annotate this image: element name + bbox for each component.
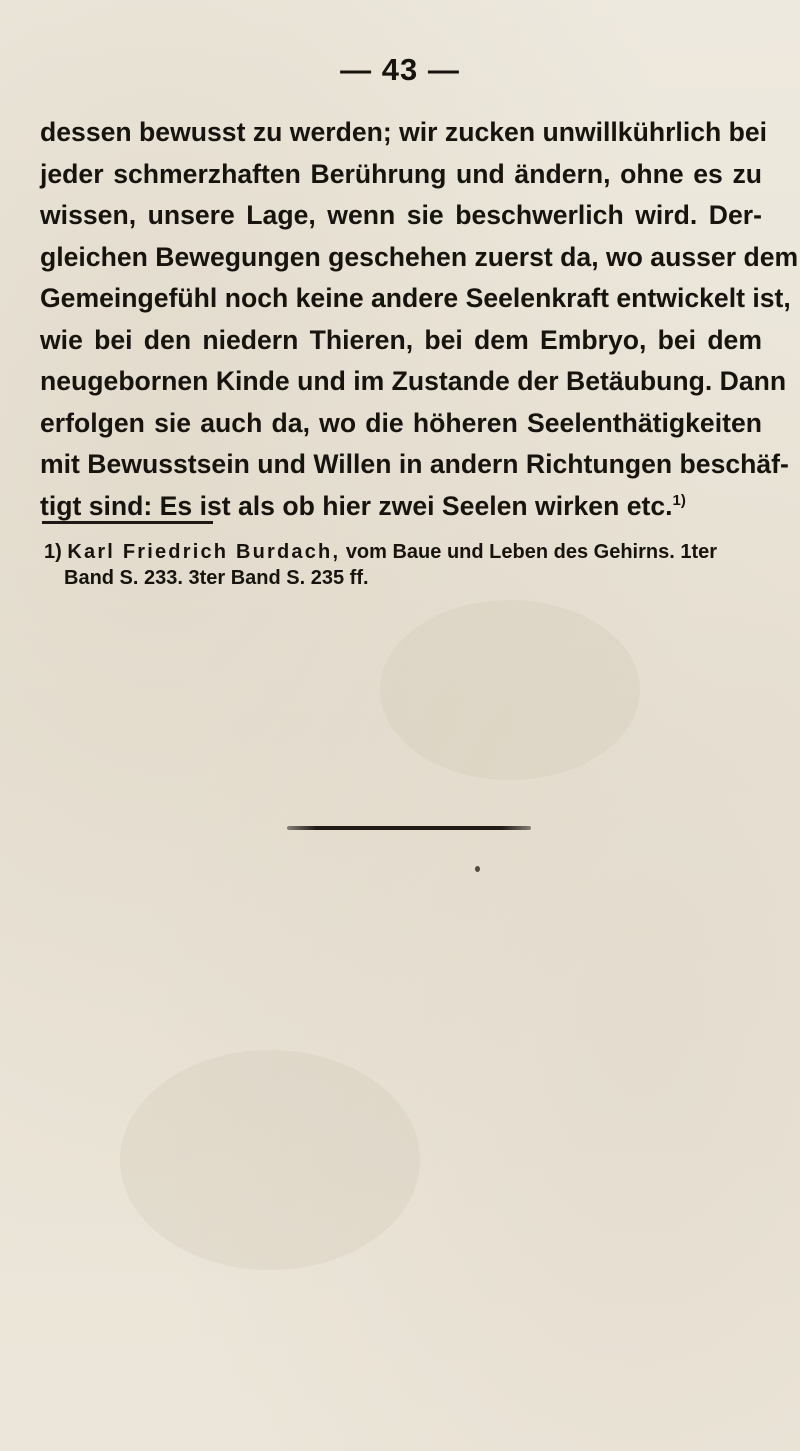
ornamental-rule: [287, 826, 531, 830]
text-line: neugebornen Kinde und im Zustande der Betäubung. Dann: [40, 366, 787, 396]
paper-stain: [120, 1050, 420, 1270]
text-line: dessen bewusst zu werden; wir zucken unwillkührlich bei: [40, 117, 768, 147]
footnote-author: Karl Friedrich Burdach,: [67, 541, 341, 563]
text-line: mit Bewusstsein und Willen in andern Richtungen beschäf-: [40, 449, 789, 479]
text-line: wissen, unsere Lage, wenn sie beschwerlich wird. Der-: [40, 200, 762, 230]
footnote-line: Band S. 233. 3ter Band S. 235 ff.: [64, 567, 369, 589]
body-paragraph: [40, 112, 799, 527]
text-line: wie bei den niedern Thieren, bei dem Embryo, bei dem: [40, 324, 762, 355]
text-line: erfolgen sie auch da, wo die höheren Seelenthätigkeiten: [40, 407, 762, 438]
text-line-content: tigt sind: Es ist als ob hier zwei Seelen wirken etc.: [40, 490, 673, 521]
footnote-line: [44, 539, 764, 565]
ink-speck: [475, 866, 480, 872]
footnote: [44, 539, 764, 591]
footnote-marker: 1): [44, 541, 62, 563]
footnote-reference: 1): [672, 491, 686, 509]
text-line: Gemeingefühl noch keine andere Seelenkraft entwickelt ist,: [40, 283, 791, 313]
text-line: gleichen Bewegungen geschehen zuerst da, wo ausser dem: [40, 241, 799, 272]
footnote-title: vom Baue und Leben des Gehirns. 1ter: [345, 541, 718, 563]
paper-stain: [380, 600, 640, 780]
page-number: — 43 —: [340, 52, 460, 87]
footnote-separator: [42, 521, 213, 524]
text-line: jeder schmerzhaften Berührung und ändern, ohne es zu: [40, 158, 762, 189]
